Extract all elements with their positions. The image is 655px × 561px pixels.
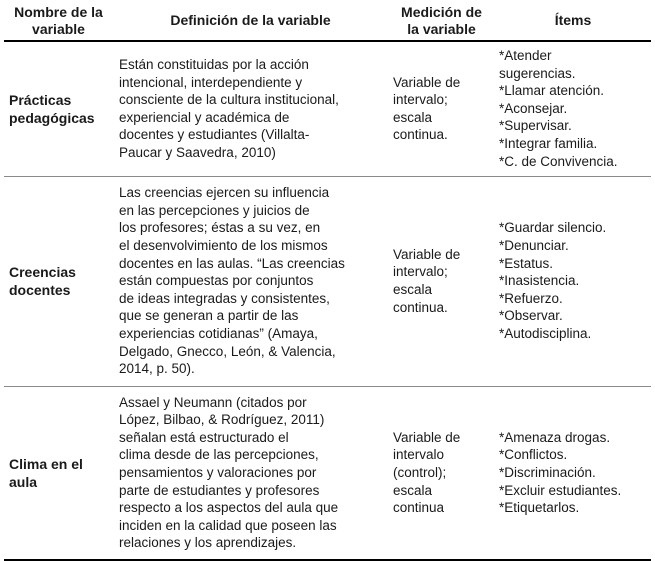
list-item: sugerencias. (499, 65, 576, 81)
variable-name: Creencias docentes (9, 264, 76, 298)
list-item: *Integrar familia. (499, 135, 598, 151)
measurement-text: Variable de intervalo (control); escala continua (393, 429, 461, 516)
header-items (495, 2, 651, 41)
list-item: *Llamar atención. (499, 83, 605, 99)
definition-text: Assael y Neumann (citados por López, Bilbao, & Rodríguez, 2011) señalan está estructurado el clima desde de las percepciones, pensamientos y valoraciones por parte de estudiantes y profesores respecto a los aspectos del aula que inciden en la calidad que poseen las relaciones y los aprendizajes. (119, 394, 339, 551)
header-name-text: Nombre de la variable (14, 4, 103, 37)
list-item: *Observar. (499, 308, 563, 324)
list-item: *Estatus. (499, 255, 554, 271)
variables-table (4, 2, 651, 561)
variable-name-cell (4, 176, 113, 386)
definition-cell (113, 176, 388, 386)
header-definition (113, 2, 388, 41)
definition-cell (113, 386, 388, 560)
measurement-text: Variable de intervalo; escala continua. (393, 246, 461, 315)
variable-name: Clima en el aula (9, 455, 83, 490)
measurement-text: Variable de intervalo; escala continua. (393, 74, 461, 143)
list-item: *Autodisciplina. (499, 325, 592, 341)
header-measurement (388, 2, 495, 41)
items-cell (495, 386, 651, 560)
variable-name: Prácticas pedagógicas (9, 91, 95, 126)
table-row (4, 176, 651, 386)
list-item: *Supervisar. (499, 118, 572, 134)
list-item: *C. de Convivencia. (499, 153, 618, 169)
list-item: *Etiquetarlos. (499, 500, 580, 516)
list-item: *Discriminación. (499, 464, 596, 480)
items-cell (495, 41, 651, 176)
list-item: *Guardar silencio. (499, 220, 607, 236)
table-row (4, 41, 651, 176)
table-header (4, 2, 651, 41)
table-row (4, 386, 651, 560)
header-measurement-text: Medición de la variable (401, 4, 482, 37)
header-definition-text: Definición de la variable (170, 12, 331, 28)
list-item: *Inasistencia. (499, 273, 580, 289)
list-item: *Aconsejar. (499, 100, 568, 116)
measurement-cell (388, 41, 495, 176)
measurement-cell (388, 386, 495, 560)
items-list (499, 429, 648, 517)
items-cell (495, 176, 651, 386)
list-item: *Atender (499, 48, 552, 63)
variable-name-cell (4, 41, 113, 176)
definition-text: Las creencias ejercen su influencia en las percepciones y juicios de los profesores; éstas a su vez, en el desenvolvimiento de los mismos docentes en las aulas. “Las creencias están compuestas por conjuntos de ideas integradas y consistentes, que se generan a partir de las experiencias cotidianas” (Amaya, Delgado, Gnecco, León, & Valencia, 2014, p. 50). (119, 185, 345, 377)
definition-text: Están constituidas por la acción intencional, interdependiente y consciente de la cultura institucional, experiencial y académica de docentes y estudiantes (Villalta- Paucar y Saavedra, 2010) (119, 56, 339, 160)
list-item: *Denunciar. (499, 238, 569, 254)
list-item: *Refuerzo. (499, 290, 563, 306)
header-name (4, 2, 113, 41)
measurement-cell (388, 176, 495, 386)
definition-cell (113, 41, 388, 176)
list-item: *Excluir estudiantes. (499, 482, 622, 498)
list-item: *Amenaza drogas. (499, 429, 611, 445)
header-items-text: Ítems (554, 12, 592, 28)
items-list (499, 47, 648, 170)
header-row (4, 2, 651, 41)
variable-name-cell (4, 386, 113, 560)
items-list (499, 219, 648, 342)
table-body (4, 41, 651, 560)
list-item: *Conflictos. (499, 447, 568, 463)
